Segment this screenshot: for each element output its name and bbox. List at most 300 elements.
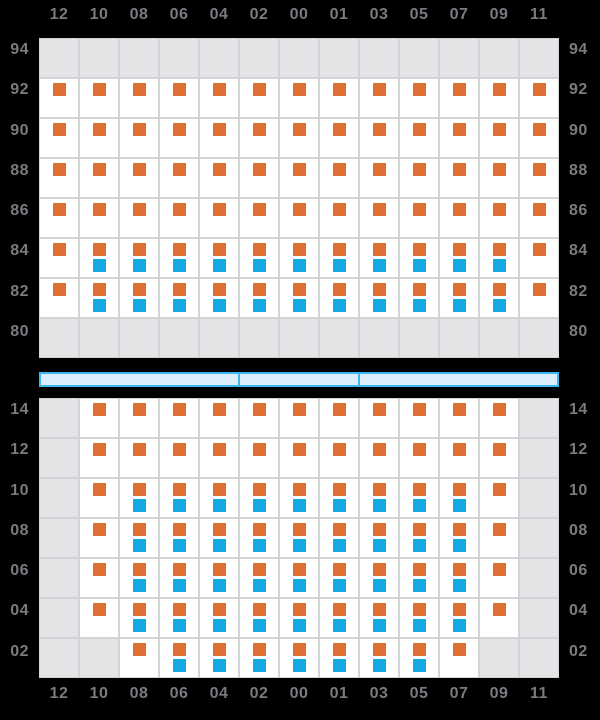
cell-92-10 [80, 79, 118, 117]
cell-86-05 [400, 199, 438, 237]
row-label-88: 88 [10, 161, 29, 179]
blue-marker [293, 539, 306, 552]
blue-marker [213, 539, 226, 552]
hour-label-11: 11 [530, 6, 548, 23]
blue-marker [253, 659, 266, 672]
row-label-92: 92 [569, 81, 588, 99]
cell-04-06 [160, 599, 198, 637]
hour-label-07: 07 [449, 685, 469, 702]
cell-82-05 [400, 279, 438, 317]
orange-marker [213, 83, 226, 96]
row-label-84: 84 [10, 242, 29, 260]
cell-94-00 [280, 39, 318, 77]
cell-84-00 [280, 239, 318, 277]
cell-92-06 [160, 79, 198, 117]
blue-marker [413, 259, 426, 272]
hour-label-04: 04 [209, 6, 229, 23]
cell-84-11 [520, 239, 558, 277]
cell-02-09 [480, 639, 518, 677]
cell-82-03 [360, 279, 398, 317]
orange-marker [373, 523, 386, 536]
blue-marker [333, 619, 346, 632]
blue-marker [333, 579, 346, 592]
orange-marker [373, 643, 386, 656]
blue-marker [293, 299, 306, 312]
hour-label-04: 04 [209, 685, 229, 702]
orange-marker [533, 163, 546, 176]
row-label-14: 14 [569, 401, 588, 418]
lower-grid [39, 398, 559, 678]
hour-label-06: 06 [169, 6, 189, 23]
cell-84-04 [200, 239, 238, 277]
cell-90-01 [320, 119, 358, 157]
hour-label-07: 07 [449, 6, 469, 23]
lower-row-labels-left [0, 398, 32, 678]
blue-marker [373, 539, 386, 552]
cell-02-11 [520, 639, 558, 677]
orange-marker [93, 203, 106, 216]
cell-08-05 [400, 519, 438, 557]
cell-92-03 [360, 79, 398, 117]
hour-label-00: 00 [289, 685, 309, 702]
row-label-80: 80 [10, 322, 29, 340]
cell-88-12 [40, 159, 78, 197]
row-label-02: 02 [10, 642, 29, 660]
orange-marker [173, 643, 186, 656]
cell-10-03 [360, 479, 398, 517]
cell-06-04 [200, 559, 238, 597]
blue-marker [453, 579, 466, 592]
cell-14-00 [280, 399, 318, 437]
cell-06-08 [120, 559, 158, 597]
cell-94-02 [240, 39, 278, 77]
blue-marker [453, 619, 466, 632]
orange-marker [413, 163, 426, 176]
cell-06-07 [440, 559, 478, 597]
blue-marker [253, 299, 266, 312]
cell-88-10 [80, 159, 118, 197]
cell-14-06 [160, 399, 198, 437]
orange-marker [93, 523, 106, 536]
blue-marker [293, 619, 306, 632]
cell-08-08 [120, 519, 158, 557]
cell-12-11 [520, 439, 558, 477]
orange-marker [413, 563, 426, 576]
cell-92-12 [40, 79, 78, 117]
cell-10-04 [200, 479, 238, 517]
hour-label-10: 10 [89, 6, 109, 23]
cell-94-01 [320, 39, 358, 77]
cell-10-11 [520, 479, 558, 517]
cell-10-08 [120, 479, 158, 517]
orange-marker [293, 603, 306, 616]
orange-marker [253, 523, 266, 536]
orange-marker [173, 243, 186, 256]
orange-marker [493, 163, 506, 176]
cell-86-12 [40, 199, 78, 237]
cell-02-12 [40, 639, 78, 677]
orange-marker [133, 483, 146, 496]
cell-80-10 [80, 319, 118, 357]
hour-label-03: 03 [369, 6, 389, 23]
cell-88-04 [200, 159, 238, 197]
cell-04-08 [120, 599, 158, 637]
row-label-86: 86 [10, 202, 29, 219]
cell-02-07 [440, 639, 478, 677]
blue-marker [413, 619, 426, 632]
blue-marker [413, 659, 426, 672]
cell-90-12 [40, 119, 78, 157]
cell-88-07 [440, 159, 478, 197]
orange-marker [453, 443, 466, 456]
cell-80-11 [520, 319, 558, 357]
cell-94-07 [440, 39, 478, 77]
hour-label-12: 12 [49, 6, 69, 23]
cell-14-11 [520, 399, 558, 437]
orange-marker [373, 563, 386, 576]
cell-10-01 [320, 479, 358, 517]
cell-82-08 [120, 279, 158, 317]
orange-marker [253, 283, 266, 296]
cell-80-03 [360, 319, 398, 357]
cell-12-05 [400, 439, 438, 477]
cell-86-06 [160, 199, 198, 237]
blue-marker [173, 259, 186, 272]
cell-92-11 [520, 79, 558, 117]
orange-marker [453, 563, 466, 576]
cell-04-03 [360, 599, 398, 637]
orange-marker [293, 243, 306, 256]
cell-86-08 [120, 199, 158, 237]
blue-marker [173, 659, 186, 672]
orange-marker [133, 643, 146, 656]
orange-marker [333, 523, 346, 536]
cell-90-03 [360, 119, 398, 157]
cell-10-02 [240, 479, 278, 517]
cell-90-09 [480, 119, 518, 157]
blue-marker [333, 499, 346, 512]
orange-marker [453, 643, 466, 656]
row-label-82: 82 [10, 282, 29, 300]
orange-marker [413, 603, 426, 616]
orange-marker [533, 283, 546, 296]
cell-12-06 [160, 439, 198, 477]
cell-80-00 [280, 319, 318, 357]
cell-92-07 [440, 79, 478, 117]
orange-marker [213, 123, 226, 136]
orange-marker [173, 563, 186, 576]
cell-94-03 [360, 39, 398, 77]
orange-marker [333, 403, 346, 416]
orange-marker [93, 443, 106, 456]
row-label-02: 02 [569, 642, 588, 660]
orange-marker [253, 443, 266, 456]
cell-84-12 [40, 239, 78, 277]
row-label-04: 04 [10, 602, 29, 620]
cell-84-05 [400, 239, 438, 277]
orange-marker [413, 443, 426, 456]
blue-marker [213, 299, 226, 312]
blue-marker [173, 539, 186, 552]
orange-marker [533, 83, 546, 96]
cell-02-10 [80, 639, 118, 677]
upper-row-labels-right [567, 38, 599, 358]
cell-86-10 [80, 199, 118, 237]
orange-marker [493, 123, 506, 136]
orange-marker [133, 203, 146, 216]
row-label-90: 90 [10, 121, 29, 139]
orange-marker [53, 283, 66, 296]
orange-marker [453, 403, 466, 416]
orange-marker [293, 643, 306, 656]
orange-marker [133, 123, 146, 136]
orange-marker [293, 443, 306, 456]
cell-08-02 [240, 519, 278, 557]
cell-90-10 [80, 119, 118, 157]
range-segment-2[interactable] [240, 374, 360, 385]
row-label-84: 84 [569, 242, 588, 260]
orange-marker [93, 123, 106, 136]
cell-84-06 [160, 239, 198, 277]
orange-marker [333, 123, 346, 136]
orange-marker [173, 123, 186, 136]
orange-marker [333, 283, 346, 296]
orange-marker [293, 523, 306, 536]
blue-marker [213, 499, 226, 512]
orange-marker [133, 163, 146, 176]
cell-88-05 [400, 159, 438, 197]
blue-marker [213, 659, 226, 672]
orange-marker [453, 603, 466, 616]
orange-marker [373, 483, 386, 496]
orange-marker [373, 603, 386, 616]
orange-marker [253, 203, 266, 216]
orange-marker [373, 283, 386, 296]
cell-94-08 [120, 39, 158, 77]
cell-08-12 [40, 519, 78, 557]
cell-12-02 [240, 439, 278, 477]
cell-82-00 [280, 279, 318, 317]
hour-label-03: 03 [369, 685, 389, 702]
range-selector-bar[interactable] [39, 372, 559, 387]
orange-marker [453, 523, 466, 536]
range-segment-1[interactable] [41, 374, 240, 385]
cell-84-07 [440, 239, 478, 277]
cell-82-02 [240, 279, 278, 317]
blue-marker [293, 259, 306, 272]
cell-86-11 [520, 199, 558, 237]
blue-marker [293, 659, 306, 672]
cell-04-12 [40, 599, 78, 637]
cell-06-03 [360, 559, 398, 597]
cell-88-08 [120, 159, 158, 197]
orange-marker [293, 203, 306, 216]
cell-84-10 [80, 239, 118, 277]
orange-marker [493, 563, 506, 576]
row-label-12: 12 [569, 441, 588, 459]
blue-marker [373, 619, 386, 632]
blue-marker [133, 299, 146, 312]
orange-marker [93, 563, 106, 576]
blue-marker [133, 539, 146, 552]
blue-marker [333, 259, 346, 272]
blue-marker [253, 259, 266, 272]
orange-marker [93, 483, 106, 496]
orange-marker [173, 203, 186, 216]
cell-14-05 [400, 399, 438, 437]
cell-02-05 [400, 639, 438, 677]
row-label-82: 82 [569, 282, 588, 300]
orange-marker [493, 203, 506, 216]
blue-marker [373, 499, 386, 512]
orange-marker [253, 123, 266, 136]
cell-86-00 [280, 199, 318, 237]
row-label-86: 86 [569, 202, 588, 219]
row-label-94: 94 [569, 41, 588, 58]
cell-90-05 [400, 119, 438, 157]
orange-marker [213, 403, 226, 416]
blue-marker [213, 259, 226, 272]
blue-marker [133, 499, 146, 512]
cell-86-01 [320, 199, 358, 237]
orange-marker [293, 563, 306, 576]
hour-label-05: 05 [409, 685, 429, 702]
orange-marker [213, 643, 226, 656]
cell-88-00 [280, 159, 318, 197]
cell-06-09 [480, 559, 518, 597]
row-label-04: 04 [569, 602, 588, 620]
cell-84-01 [320, 239, 358, 277]
cell-88-09 [480, 159, 518, 197]
cell-86-02 [240, 199, 278, 237]
cell-10-06 [160, 479, 198, 517]
cell-08-03 [360, 519, 398, 557]
orange-marker [333, 563, 346, 576]
cell-04-04 [200, 599, 238, 637]
cell-82-10 [80, 279, 118, 317]
cell-10-12 [40, 479, 78, 517]
cell-90-11 [520, 119, 558, 157]
blue-marker [293, 579, 306, 592]
cell-88-11 [520, 159, 558, 197]
cell-04-01 [320, 599, 358, 637]
cell-06-01 [320, 559, 358, 597]
cell-88-02 [240, 159, 278, 197]
cell-80-12 [40, 319, 78, 357]
cell-14-09 [480, 399, 518, 437]
cell-12-09 [480, 439, 518, 477]
blue-marker [213, 579, 226, 592]
orange-marker [173, 443, 186, 456]
hour-label-02: 02 [249, 6, 269, 23]
cell-14-04 [200, 399, 238, 437]
orange-marker [453, 83, 466, 96]
cell-02-01 [320, 639, 358, 677]
orange-marker [453, 123, 466, 136]
orange-marker [93, 403, 106, 416]
cell-82-01 [320, 279, 358, 317]
cell-86-03 [360, 199, 398, 237]
cell-80-07 [440, 319, 478, 357]
cell-86-04 [200, 199, 238, 237]
cell-80-08 [120, 319, 158, 357]
cell-82-04 [200, 279, 238, 317]
orange-marker [133, 603, 146, 616]
row-label-88: 88 [569, 161, 588, 179]
cell-82-07 [440, 279, 478, 317]
orange-marker [133, 563, 146, 576]
cell-10-00 [280, 479, 318, 517]
orange-marker [333, 483, 346, 496]
cell-80-04 [200, 319, 238, 357]
row-label-14: 14 [10, 401, 29, 418]
hour-label-09: 09 [489, 6, 509, 23]
cell-04-02 [240, 599, 278, 637]
orange-marker [373, 243, 386, 256]
orange-marker [333, 603, 346, 616]
cell-04-05 [400, 599, 438, 637]
hour-label-11: 11 [530, 685, 548, 702]
orange-marker [213, 283, 226, 296]
blue-marker [253, 619, 266, 632]
cell-90-02 [240, 119, 278, 157]
orange-marker [493, 83, 506, 96]
blue-marker [333, 539, 346, 552]
orange-marker [213, 563, 226, 576]
orange-marker [213, 243, 226, 256]
cell-92-01 [320, 79, 358, 117]
cell-92-00 [280, 79, 318, 117]
cell-06-12 [40, 559, 78, 597]
cell-92-05 [400, 79, 438, 117]
blue-marker [133, 619, 146, 632]
orange-marker [173, 523, 186, 536]
orange-marker [493, 603, 506, 616]
orange-marker [533, 243, 546, 256]
orange-marker [453, 283, 466, 296]
cell-06-10 [80, 559, 118, 597]
cell-04-00 [280, 599, 318, 637]
blue-marker [453, 539, 466, 552]
cell-80-06 [160, 319, 198, 357]
blue-marker [373, 579, 386, 592]
orange-marker [213, 483, 226, 496]
cell-08-09 [480, 519, 518, 557]
orange-marker [293, 403, 306, 416]
hour-label-02: 02 [249, 685, 269, 702]
row-label-10: 10 [10, 481, 29, 499]
hour-label-01: 01 [329, 6, 349, 23]
upper-grid [39, 38, 559, 358]
cell-94-04 [200, 39, 238, 77]
blue-marker [173, 579, 186, 592]
orange-marker [413, 643, 426, 656]
cell-04-10 [80, 599, 118, 637]
orange-marker [413, 83, 426, 96]
cell-94-06 [160, 39, 198, 77]
hour-label-12: 12 [49, 685, 69, 702]
blue-marker [413, 539, 426, 552]
blue-marker [253, 499, 266, 512]
orange-marker [133, 283, 146, 296]
cell-10-07 [440, 479, 478, 517]
orange-marker [173, 83, 186, 96]
cell-10-05 [400, 479, 438, 517]
range-segment-3[interactable] [360, 374, 557, 385]
hour-label-01: 01 [329, 685, 349, 702]
cell-06-06 [160, 559, 198, 597]
upper-row-labels-left [0, 38, 32, 358]
